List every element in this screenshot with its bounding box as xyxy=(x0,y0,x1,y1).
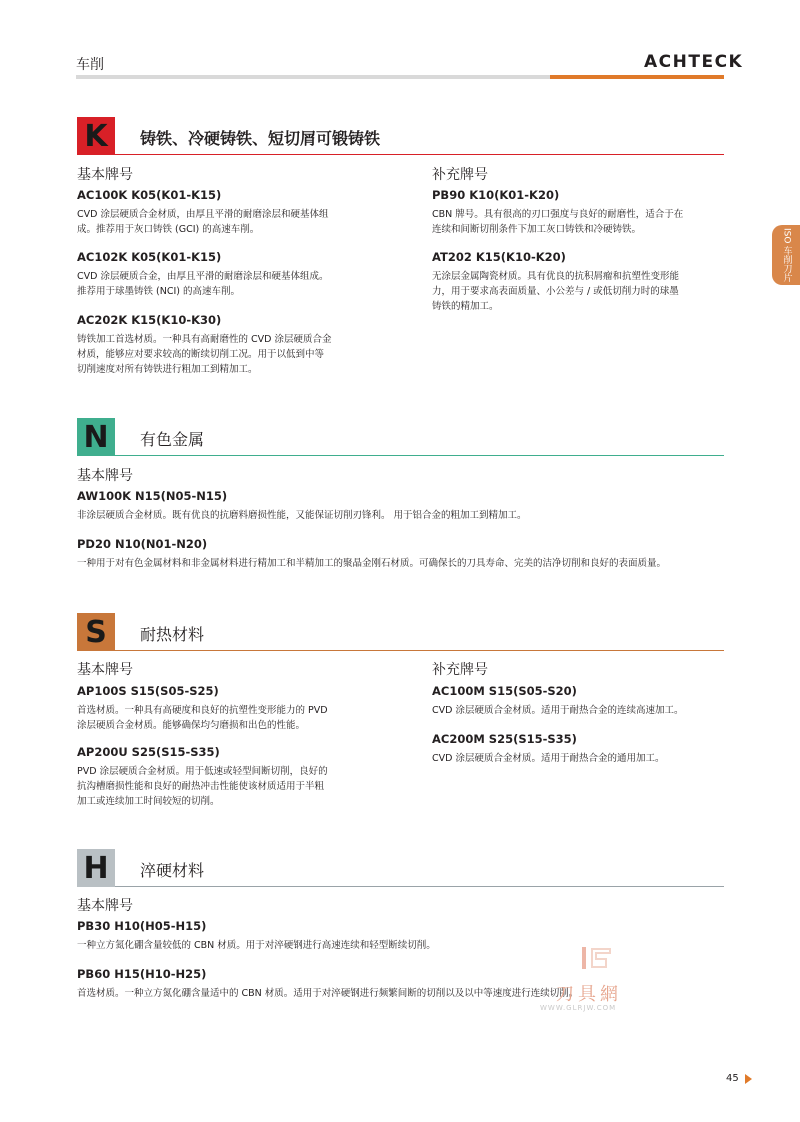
section-letter-s: S xyxy=(77,613,115,651)
grade-description: 一种立方氮化硼含量较低的 CBN 材质。用于对淬硬钢进行高速连续和轻型断续切削。 xyxy=(77,940,436,951)
grade-name: AW100K N15(N05-N15) xyxy=(77,489,228,503)
watermark-text: 刀具網 xyxy=(556,984,622,1005)
grade-description: 铸铁加工首选材质。一种具有高耐磨性的 CVD 涂层硬质合金 材质，能够应对要求较高的断续切削工况。用于以低到中等 切削速度对所有铸铁进行粗加工到精加工。 xyxy=(77,334,332,375)
grade-name: PB30 H10(H05-H15) xyxy=(77,919,207,933)
grade-description: 无涂层金属陶瓷材质。具有优良的抗积屑瘤和抗塑性变形能 力，用于要求高表面质量、小公差与 / 或低切削力时的球墨 铸铁的精加工。 xyxy=(432,271,680,312)
grade-description: PVD 涂层硬质合金材质。用于低速或轻型间断切削，良好的 抗沟槽磨损性能和良好的耐热冲击性能使该材质适用于半粗 加工或连续加工时间较短的切削。 xyxy=(77,766,328,807)
header-section-label: 车削 xyxy=(76,57,104,73)
grade-name: PD20 N10(N01-N20) xyxy=(77,537,208,551)
header-divider-gray xyxy=(76,75,550,79)
grade-description: CVD 涂层硬质合金材质。适用于耐热合金的通用加工。 xyxy=(432,753,665,764)
grade-name: AC102K K05(K01-K15) xyxy=(77,250,222,264)
grade-description: CBN 牌号。具有很高的刃口强度与良好的耐磨性，适合于在 连续和间断切削条件下加工灰口铸铁和冷硬铸铁。 xyxy=(432,209,684,235)
section-title-n: 有色金属 xyxy=(140,430,205,449)
grade-name: AC100K K05(K01-K15) xyxy=(77,188,222,202)
grade-description: CVD 涂层硬质合金，由厚且平滑的耐磨涂层和硬基体组成。 推荐用于球墨铸铁 (NCI) 的高速车削。 xyxy=(77,271,329,297)
grade-name: AC200M S25(S15-S35) xyxy=(432,732,577,746)
section-title-s: 耐热材料 xyxy=(140,625,205,644)
watermark-url: WWW.GLRJW.COM xyxy=(540,1004,617,1012)
grade-name: AC202K K15(K10-K30) xyxy=(77,313,222,327)
k-supp-heading: 补充牌号 xyxy=(432,167,488,183)
section-rule-k xyxy=(115,154,724,155)
page-number: 45 xyxy=(726,1073,739,1084)
s-basic-heading: 基本牌号 xyxy=(77,662,133,678)
grade-name: AP100S S15(S05-S25) xyxy=(77,684,219,698)
s-supp-heading: 补充牌号 xyxy=(432,662,488,678)
grade-name: AT202 K15(K10-K20) xyxy=(432,250,566,264)
n-basic-heading: 基本牌号 xyxy=(77,468,133,484)
side-tab-label: ISO 车削刀片 xyxy=(781,227,792,283)
section-rule-s xyxy=(115,650,724,651)
section-title-k: 铸铁、冷硬铸铁、短切屑可锻铸铁 xyxy=(140,129,381,148)
section-letter-k: K xyxy=(77,117,115,155)
section-letter-n: N xyxy=(77,418,115,456)
section-rule-h xyxy=(115,886,724,887)
grade-description: CVD 涂层硬质合金材质。适用于耐热合金的连续高速加工。 xyxy=(432,705,684,716)
section-title-h: 淬硬材料 xyxy=(140,861,205,880)
section-letter-h: H xyxy=(77,849,115,887)
side-chapter-tab[interactable] xyxy=(772,225,800,285)
header-divider-accent xyxy=(550,75,724,79)
grade-description: 非涂层硬质合金材质。既有优良的抗磨料磨损性能，又能保证切削刃锋利。 用于铝合金的粗加工到精加工。 xyxy=(77,510,527,521)
grade-description: 一种用于对有色金属材料和非金属材料进行精加工和半精加工的聚晶金刚石材质。可确保长的刀具寿命、完美的洁净切削和良好的表面质量。 xyxy=(77,558,667,569)
grade-name: PB60 H15(H10-H25) xyxy=(77,967,207,981)
next-page-arrow-icon[interactable] xyxy=(745,1074,752,1084)
grade-description: CVD 涂层硬质合金材质，由厚且平滑的耐磨涂层和硬基体组 成。推荐用于灰口铸铁 (GCI) 的高速车削。 xyxy=(77,209,329,235)
k-basic-heading: 基本牌号 xyxy=(77,167,133,183)
brand-logo: ACHTECK xyxy=(644,52,744,72)
grade-description: 首选材质。一种具有高硬度和良好的抗塑性变形能力的 PVD 涂层硬质合金材质。能够确保均匀磨损和出色的性能。 xyxy=(77,705,328,731)
grade-name: PB90 K10(K01-K20) xyxy=(432,188,560,202)
grade-description: 首选材质。一种立方氮化硼含量适中的 CBN 材质。适用于对淬硬钢进行频繁间断的切削以及以中等速度进行连续切削。 xyxy=(77,988,579,999)
h-basic-heading: 基本牌号 xyxy=(77,898,133,914)
grade-name: AP200U S25(S15-S35) xyxy=(77,745,220,759)
section-rule-n xyxy=(115,455,724,456)
grade-name: AC100M S15(S05-S20) xyxy=(432,684,577,698)
